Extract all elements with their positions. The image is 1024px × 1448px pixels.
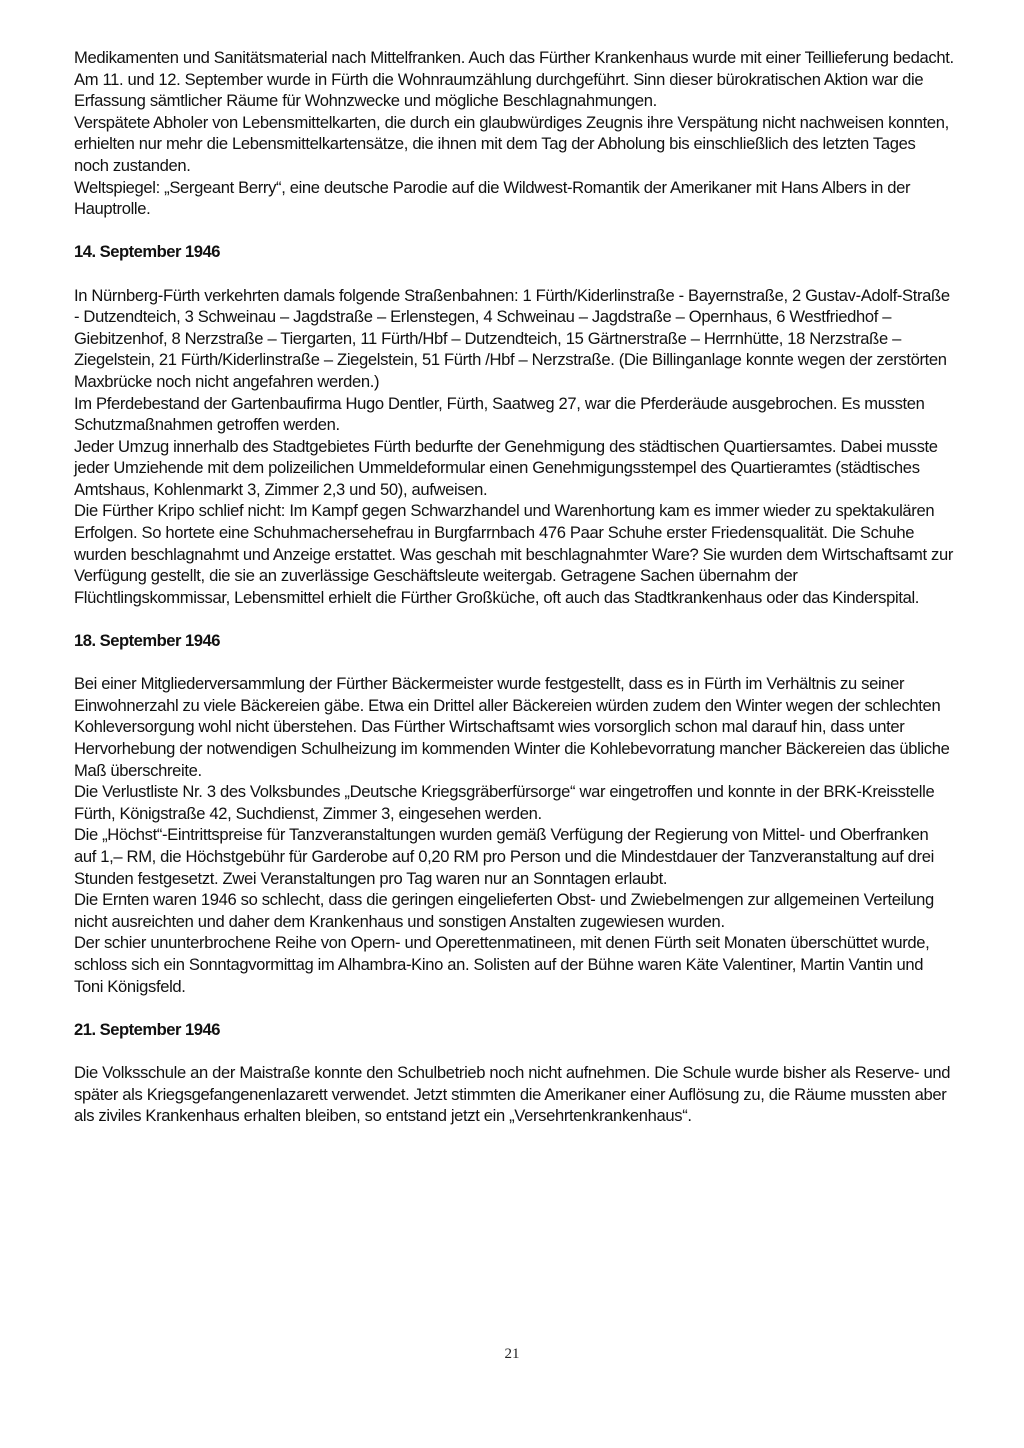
paragraph: Die Ernten waren 1946 so schlecht, dass die geringen eingelieferten Obst- und Zwiebelmengen zur allgemeinen Verteilung nicht ausreichten und daher dem Krankenhaus und sonstigen Anstalten zugewiesen wurden.	[74, 890, 934, 931]
paragraph: Die „Höchst“-Eintrittspreise für Tanzveranstaltungen wurden gemäß Verfügung der Regierung von Mittel- und Oberfranken auf 1,– RM, die Höchstgebühr für Garderobe auf 0,20 RM pro Person und die Mindestdauer der Tanzveranstaltung auf drei Stunden festgesetzt. Zwei Veranstaltungen pro Tag waren nur an Sonntagen erlaubt.	[74, 825, 934, 888]
page-number: 21	[504, 1346, 520, 1362]
paragraph: Die Volksschule an der Maistraße konnte den Schulbetrieb noch nicht aufnehmen. Die Schule wurde bisher als Reserve- und später als Kriegsgefangenenlazarett verwendet. Jetzt stimmten die Amerikaner einer Auflösung zu, die Räume mussten aber als ziviles Krankenhaus erhalten bleiben, so entstand jetzt ein „Versehrtenkrankenhaus“.	[74, 1062, 951, 1126]
paragraph: Bei einer Mitgliederversammlung der Fürther Bäckermeister wurde festgestellt, dass es in Fürth im Verhältnis zu seiner Einwohnerzahl zu viele Bäckereien gäbe. Etwa ein Drittel aller Bäckereien würden zudem den Winter wegen der schlechten Kohleversorgung wohl nicht überstehen. Das Fürther Wirtschaftsamt wies vorsorglich schon mal darauf hin, dass unter Hervorhebung der notwendigen Schulheizung im kommenden Winter die Kohlebevorratung mancher Bäckereien das übliche Maß überschreite.	[74, 674, 950, 780]
paragraph: In Nürnberg-Fürth verkehrten damals folgende Straßenbahnen: 1 Fürth/Kiderlinstraße - Bayernstraße, 2 Gustav-Adolf-Straße - Dutzendteich, 3 Schweinau – Jagdstraße – Erlenstegen, 4 Schweinau – Jagdstraße – Opernhaus, 6 Westfriedhof – Giebitzenhof, 8 Nerzstraße – Tiergarten, 11 Fürth/Hbf – Dutzendteich, 15 Gärtnerstraße – Herrnhütte, 18 Nerzstraße – Ziegelstein, 21 Fürth/Kiderlinstraße – Ziegelstein, 51 Fürth /Hbf – Nerzstraße. (Die Billinganlage konnte wegen der zerstörten Maxbrücke noch nicht angefahren werden.)	[74, 285, 950, 391]
paragraph: Verspätete Abholer von Lebensmittelkarten, die durch ein glaubwürdiges Zeugnis ihre Verspätung nicht nachweisen konnten, erhielten nur mehr die Lebensmittelkartensätze, die ihnen mit dem Tag der Abholung bis einschließlich des letzten Tages noch zustanden.	[74, 112, 949, 175]
paragraph: Am 11. und 12. September wurde in Fürth die Wohnraumzählung durchgeführt. Sinn dieser bürokratischen Aktion war die Erfassung sämtlicher Räume für Wohnzwecke und mögliche Beschlagnahmungen.	[74, 69, 924, 111]
section-heading: 21. September 1946	[74, 1019, 220, 1039]
paragraph: Weltspiegel: „Sergeant Berry“, eine deutsche Parodie auf die Wildwest-Romantik der Amerikaner mit Hans Albers in der Hauptrolle.	[74, 177, 911, 219]
section-14-september	[74, 241, 954, 608]
paragraph: Jeder Umzug innerhalb des Stadtgebietes Fürth bedurfte der Genehmigung des städtischen Quartiersamtes. Dabei musste jeder Umziehende mit dem polizeilichen Ummeldeformular einen Genehmigungsstempel des Quartieramtes (städtisches Amtshaus, Kohlenmarkt 3, Zimmer 2,3 und 50), aufweisen.	[74, 436, 938, 499]
section-21-september	[74, 1019, 954, 1127]
section-18-september	[74, 630, 954, 997]
document-page	[74, 47, 954, 1127]
paragraph: Medikamenten und Sanitätsmaterial nach Mittelfranken. Auch das Fürther Krankenhaus wurde mit einer Teillieferung bedacht.	[74, 48, 954, 67]
section-heading: 14. September 1946	[74, 242, 220, 262]
intro-block	[74, 47, 954, 220]
paragraph: Die Verlustliste Nr. 3 des Volksbundes „Deutsche Kriegsgräberfürsorge“ war eingetroffen und konnte in der BRK-Kreisstelle Fürth, Königstraße 42, Suchdienst, Zimmer 3, eingesehen werden.	[74, 782, 935, 823]
paragraph: Die Fürther Kripo schlief nicht: Im Kampf gegen Schwarzhandel und Warenhortung kam es immer wieder zu spektakulären Erfolgen. So hortete eine Schuhmachersehefrau in Burgfarrnbach 476 Paar Schuhe erster Friedensqualität. Die Schuhe wurden beschlagnahmt und Anzeige erstattet. Was geschah mit beschlagnahmter Ware? Sie wurden dem Wirtschaftsamt zur Verfügung gestellt, die sie an zuverlässige Geschäftsleute weitergab. Getragene Sachen übernahm der Flüchtlingskommissar, Lebensmittel erhielt die Fürther Großküche, oft auch das Stadtkrankenhaus oder das Kinderspital.	[74, 501, 953, 607]
section-heading: 18. September 1946	[74, 631, 220, 651]
paragraph: Der schier ununterbrochene Reihe von Opern- und Operettenmatineen, mit denen Fürth seit Monaten überschüttet wurde, schloss sich ein Sonntagvormittag im Alhambra-Kino an. Solisten auf der Bühne waren Käte Valentiner, Martin Vantin und Toni Königsfeld.	[74, 933, 930, 996]
paragraph: Im Pferdebestand der Gartenbaufirma Hugo Dentler, Fürth, Saatweg 27, war die Pferderäude ausgebrochen. Es mussten Schutzmaßnahmen getroffen werden.	[74, 393, 925, 435]
